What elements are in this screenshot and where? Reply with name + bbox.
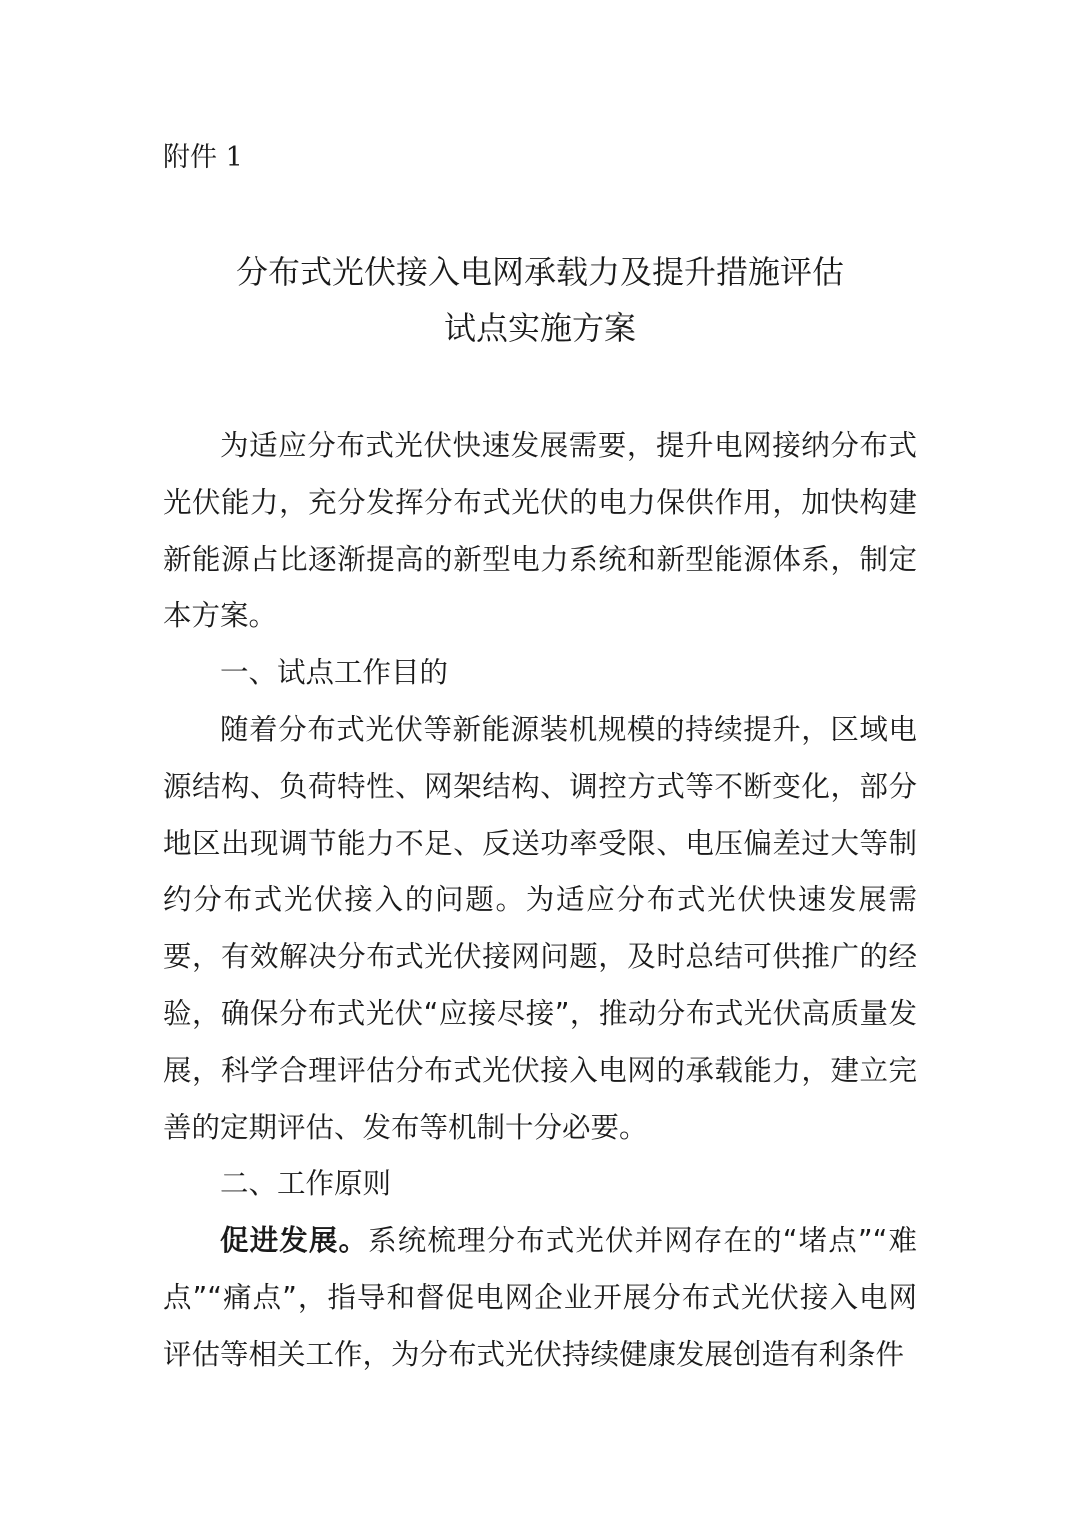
- attachment-label: 附件 1: [163, 142, 243, 173]
- section-heading-principles: 二、工作原则: [220, 1167, 392, 1201]
- document-body: [163, 418, 917, 1384]
- document-title-line-2: 试点实施方案: [443, 309, 636, 347]
- principle-paragraph: [163, 1213, 917, 1383]
- intro-paragraph: 为适应分布式光伏快速发展需要，提升电网接纳分布式光伏能力，充分发挥分布式光伏的电力保供作用，加快构建新能源占比逐渐提高的新型电力系统和新型能源体系，制定本方案。: [163, 429, 917, 633]
- purpose-paragraph: 随着分布式光伏等新能源装机规模的持续提升，区域电源结构、负荷特性、网架结构、调控方式等不断变化，部分地区出现调节能力不足、反送功率受限、电压偏差过大等制约分布式光伏接入的问题。为适应分布式光伏快速发展需要，有效解决分布式光伏接网问题，及时总结可供推广的经验，确保分布式光伏“应接尽接”，推动分布式光伏高质量发展，科学合理评估分布式光伏接入电网的承载能力，建立完善的定期评估、发布等机制十分必要。: [163, 712, 917, 1144]
- principle-text: 系统梳理分布式光伏并网存在的“堵点”“难点”“痛点”，指导和督促电网企业开展分布式光伏接入电网评估等相关工作，为分布式光伏持续健康发展创造有利条件: [163, 1224, 917, 1371]
- document-title-line-1: 分布式光伏接入电网承载力及提升措施评估: [235, 253, 844, 291]
- principle-lead: 促进发展。: [220, 1224, 369, 1258]
- section-heading-purpose: 一、试点工作目的: [220, 656, 449, 690]
